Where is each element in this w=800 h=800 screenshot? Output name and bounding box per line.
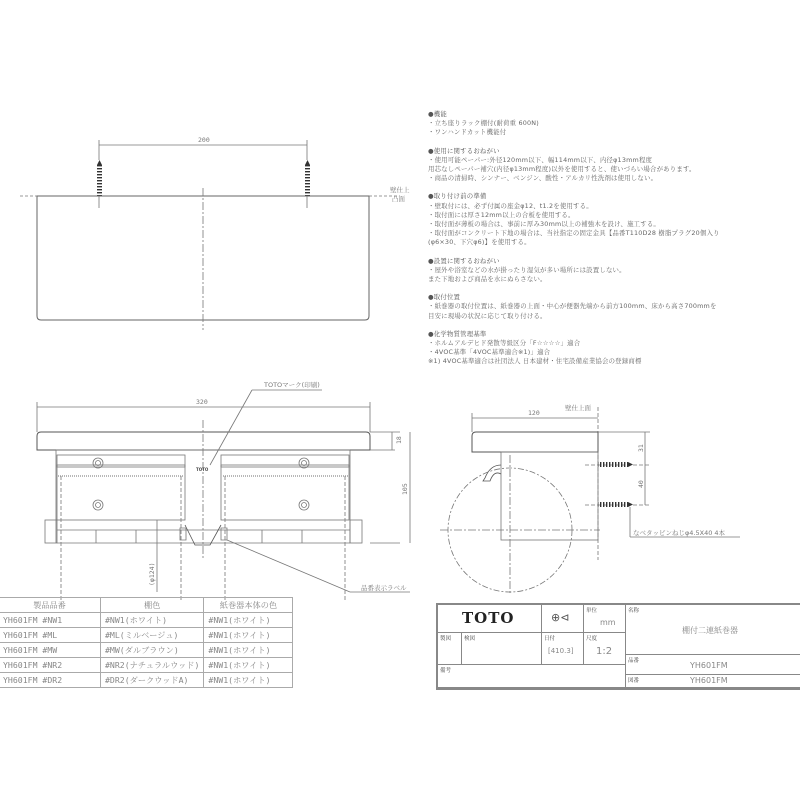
date-label: 日付 — [544, 636, 556, 642]
drafter-label: 製図 — [440, 636, 452, 642]
side-view — [440, 407, 740, 595]
note-line: (φ6×30、下穴φ6)】を使用する。 — [428, 238, 531, 247]
part-label-callout: 品番表示ラベル — [361, 584, 407, 592]
table-cell: #NW1(ホワイト) — [204, 658, 293, 673]
note-line: ・4VOC基準「4VOC基準適合※1)」適合 — [428, 348, 551, 357]
dimension-31: 31 — [637, 444, 645, 452]
dimension-40: 40 — [637, 480, 645, 488]
note-line: ・使用可能ペーパー:外径120mm以下、幅114mm以下、内径φ13mm程度 — [428, 155, 653, 164]
note-line: ・取付面がコンクリート下地の場合は、当社指定の固定金具【品番T110D28 樹脂プラグ20個入り — [428, 229, 720, 238]
note-line: ・屋外や浴室などの水が掛ったり湿気が多い場所には設置しない。 — [428, 265, 626, 274]
date-value: [410.3] — [548, 647, 574, 655]
parts-table — [0, 597, 293, 688]
name-value: 棚付二連紙巻器 — [682, 626, 738, 635]
note-heading: ●機能 — [428, 110, 447, 118]
note-line: また下地および商品を水にぬらさない。 — [428, 275, 547, 284]
note-installation — [428, 257, 800, 285]
screw-icon — [97, 165, 102, 197]
name-label: 名称 — [628, 608, 640, 614]
title-block — [436, 603, 800, 690]
table-row — [0, 628, 293, 643]
remarks-cell — [438, 665, 626, 688]
table-cell: #NR2(ナチュラルウッド) — [101, 658, 204, 673]
note-function — [428, 110, 800, 138]
table-cell: YH601FM #MW — [0, 643, 101, 658]
drawing-no-value: YH601FM — [690, 676, 728, 685]
top-view — [20, 140, 400, 330]
product-no-label: 品番 — [628, 658, 640, 664]
brand-cell — [438, 605, 542, 633]
table-cell: YH601FM #DR2 — [0, 673, 101, 688]
screw-icon — [598, 462, 628, 467]
screw-callout: なべタッピンねじφ4.5X40 4本 — [633, 529, 726, 537]
table-row — [0, 613, 293, 628]
dimension-320: 320 — [196, 398, 208, 406]
date-cell — [542, 633, 584, 665]
note-line: ・立ち座りラック棚付(耐荷重 600N) — [428, 119, 539, 128]
note-line: 用芯なしペーパー補穴(内径φ13mm程度)以外を使用すると、使いづらい場合があります。 — [428, 165, 696, 174]
product-no-value: YH601FM — [690, 661, 728, 670]
table-cell: #ML(ミルベージュ) — [101, 628, 204, 643]
screw-icon — [305, 165, 310, 197]
screw-icon — [598, 502, 628, 507]
scale-value: 1:2 — [596, 646, 613, 657]
note-heading: ●取り付け前の準備 — [428, 192, 487, 201]
note-line: ・商品の清掃時、シンナー、ベンジン、酸性・アルカリ性洗剤は使用しない。 — [428, 174, 658, 183]
table-header-row — [0, 598, 293, 613]
note-position — [428, 293, 800, 321]
remarks-label: 備考 — [440, 668, 452, 674]
note-chemical — [428, 330, 800, 367]
dimension-roll-diameter: (φ124) — [148, 562, 156, 586]
unit-value: mm — [600, 618, 616, 627]
drafter-cell — [438, 633, 462, 665]
front-view — [37, 390, 410, 600]
column-header: 棚色 — [101, 598, 204, 613]
scale-label: 尺度 — [586, 636, 598, 642]
dimension-105: 105 — [401, 483, 409, 495]
note-line: ・ワンハンドカット機能付 — [428, 128, 507, 137]
note-usage — [428, 147, 800, 184]
note-line: ・壁取付には、必ず付属の座金φ12、t1.2を使用する。 — [428, 201, 593, 210]
table-cell: #MW(ダルブラウン) — [101, 643, 204, 658]
note-line: ・ホルムアルデヒド発散等級区分「F☆☆☆☆」適合 — [428, 339, 581, 348]
table-cell: #NW1(ホワイト) — [204, 613, 293, 628]
toto-mark: TOTO — [196, 467, 209, 472]
drawing-no-label: 図番 — [628, 678, 640, 684]
table-cell: YH601FM #NR2 — [0, 658, 101, 673]
table-cell: #NW1(ホワイト) — [204, 673, 293, 688]
note-heading: ●使用に関するおねがい — [428, 146, 500, 155]
toto-logo: TOTO — [462, 609, 515, 627]
table-cell: YH601FM #ML — [0, 628, 101, 643]
dimension-18: 18 — [395, 436, 403, 444]
scale-cell — [584, 633, 626, 665]
wall-label-2: 凸面 — [392, 195, 405, 203]
note-heading: ●取付位置 — [428, 293, 461, 302]
table-row — [0, 658, 293, 673]
table-cell: YH601FM #NW1 — [0, 613, 101, 628]
note-preparation — [428, 192, 800, 247]
note-line: ・紙巻器の取付位置は、紙巻器の上面・中心が便器先端から前方100mm、床から高さ700mmを — [428, 302, 717, 311]
projection-symbol-icon: ⊕⊲ — [551, 611, 570, 624]
note-heading: ●化学物質管理基準 — [428, 329, 487, 338]
unit-label: 単位 — [586, 608, 598, 614]
checker-label: 検図 — [464, 636, 476, 642]
note-heading: ●設置に関するおねがい — [428, 256, 500, 265]
name-cell — [626, 605, 800, 655]
note-line: ・取付面には厚さ12mm以上の合板を使用する。 — [428, 210, 575, 219]
note-line: ・取付面が薄板の場合は、事前に厚み30mm以上の補強木を設け、施工する。 — [428, 220, 661, 229]
table-cell: #NW1(ホワイト) — [204, 643, 293, 658]
drawing-no-cell — [626, 675, 800, 688]
table-cell: #NW1(ホワイト) — [101, 613, 204, 628]
checker-cell — [462, 633, 542, 665]
dimension-200: 200 — [198, 136, 210, 144]
unit-cell — [584, 605, 626, 633]
projection-cell — [542, 605, 584, 633]
spec-notes — [428, 110, 800, 376]
table-cell: #DR2(ダークウッドA) — [101, 673, 204, 688]
column-header: 紙巻器本体の色 — [204, 598, 293, 613]
table-row — [0, 673, 293, 688]
note-line: ※1) 4VOC基準適合は社団法人 日本建材・住宅設備産業協会の登録商標 — [428, 357, 642, 366]
wall-label-1: 壁仕上 — [390, 186, 410, 194]
column-header: 製品品番 — [0, 598, 101, 613]
note-line: 目安に現場の状況に応じて取り付ける。 — [428, 311, 547, 320]
table-cell: #NW1(ホワイト) — [204, 628, 293, 643]
product-no-cell — [626, 655, 800, 675]
wall-surface-label: 壁仕上面 — [565, 404, 591, 412]
dimension-120: 120 — [528, 409, 540, 417]
toto-mark-label: TOTOマーク(印刷) — [264, 381, 320, 389]
table-row — [0, 643, 293, 658]
